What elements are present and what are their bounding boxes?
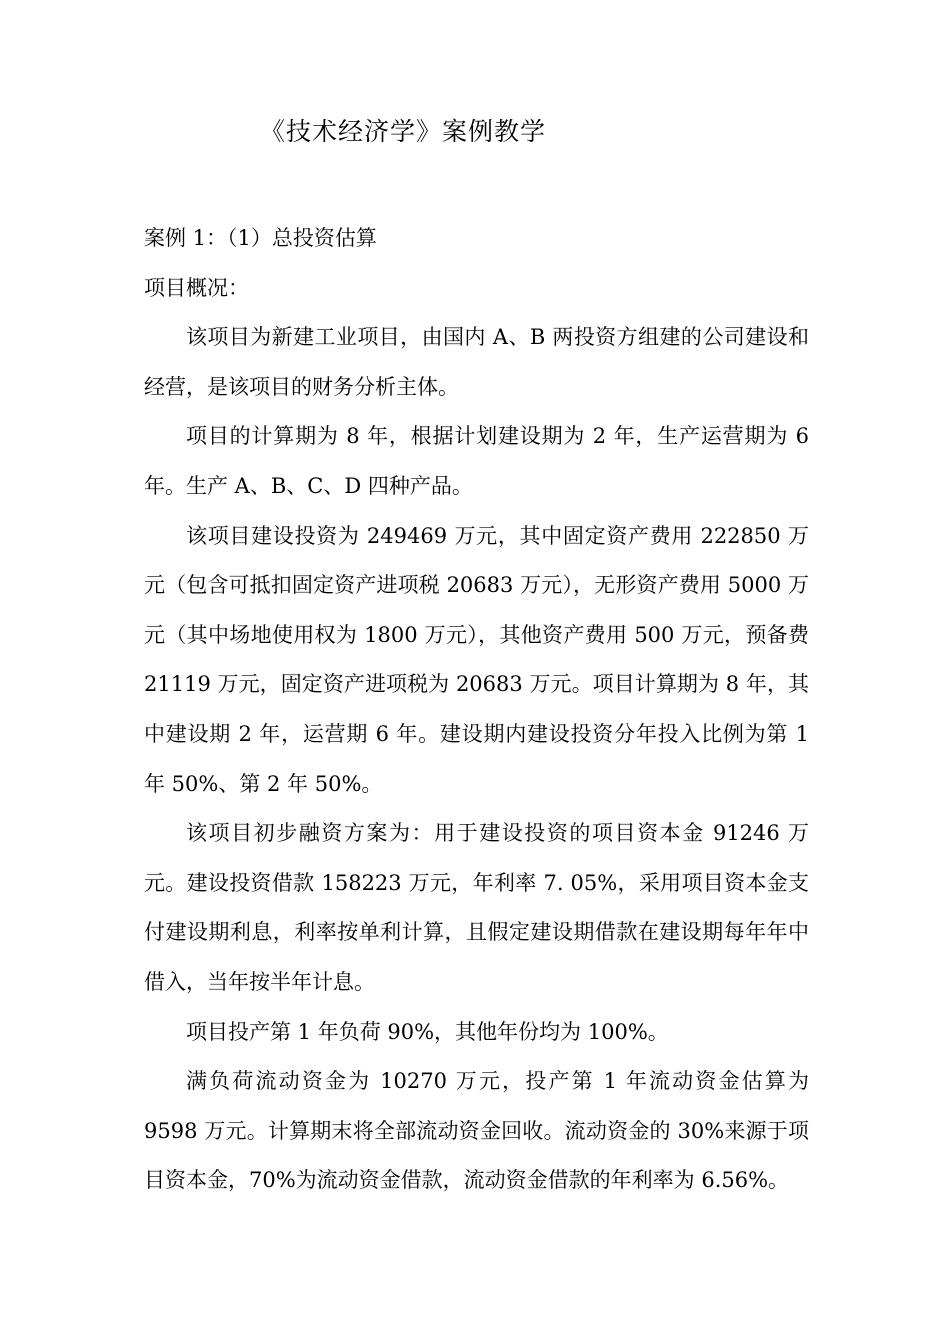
paragraph-2: 项目的计算期为 8 年，根据计划建设期为 2 年，生产运营期为 6 年。生产 A、B、C、D 四种产品。 — [144, 424, 809, 498]
document-title: 《技术经济学》案例教学 — [260, 117, 547, 146]
paragraph-4: 该项目初步融资方案为：用于建设投资的项目资本金 91246 万元。建设投资借款 158223 万元，年利率 7. 05%，采用项目资本金支付建设期利息，利率按单利计算，且假定建设期借款在建设期每年年中借入，当年按半年计息。 — [144, 821, 809, 994]
subheading: 项目概况： — [144, 275, 249, 300]
paragraph-5: 项目投产第 1 年负荷 90%，其他年份均为 100%。 — [186, 1019, 669, 1044]
paragraph-6: 满负荷流动资金为 10270 万元，投产第 1 年流动资金估算为 9598 万元。计算期末将全部流动资金回收。流动资金的 30%来源于项目资本金，70%为流动资金借款，流动资金借款的年利率为 6.56%。 — [144, 1069, 809, 1193]
paragraph-1: 该项目为新建工业项目，由国内 A、B 两投资方组建的公司建设和经营，是该项目的财务分析主体。 — [144, 325, 809, 399]
paragraph-3: 该项目建设投资为 249469 万元，其中固定资产费用 222850 万元（包含可抵扣固定资产进项税 20683 万元），无形资产费用 5000 万元（其中场地使用权为 1800 万元），其他资产费用 500 万元，预备费 21119 万元，固定资产进项税为 20683 万元。项目计算期为 8 年，其中建设期 2 年，运营期 6 年。建设期内建设投资分年投入比例为第 1 年 50%、第 2 年 50%。 — [144, 523, 809, 796]
document-body — [144, 214, 809, 1206]
section-heading: 案例 1：（1）总投资估算 — [144, 226, 377, 250]
